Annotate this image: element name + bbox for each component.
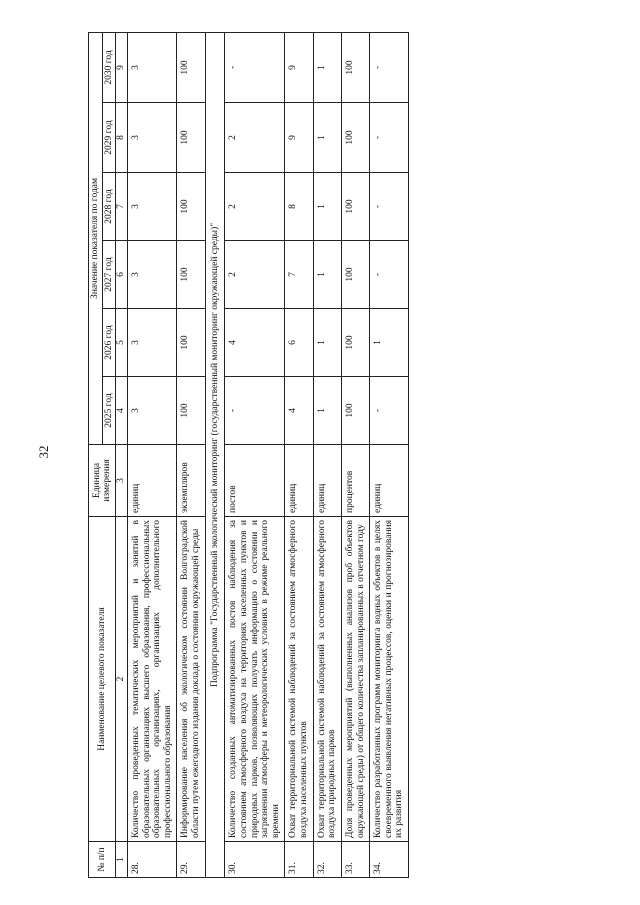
row-value: -: [225, 32, 285, 102]
column-number: 4: [116, 377, 128, 445]
table-row: [341, 32, 369, 877]
table-row: [370, 32, 409, 877]
row-value: -: [370, 241, 409, 309]
header-year: 2030 год: [102, 32, 116, 102]
column-number: 2: [116, 517, 128, 842]
header-year: 2028 год: [102, 173, 116, 241]
row-name: Доля проведенных мероприятий (выполненных анализов проб объектов окружающей среды) от общего количества запланированных в отчетном году: [341, 517, 369, 842]
row-value: -: [370, 173, 409, 241]
row-number: 30.: [225, 842, 285, 878]
row-value: 3: [127, 377, 177, 445]
row-number: 28.: [127, 842, 177, 878]
header-year: 2029 год: [102, 103, 116, 173]
indicator-table: [88, 32, 409, 878]
row-name: Охват территориальной системой наблюдений за состоянием атмосферного воздуха населенных пунктов: [285, 517, 313, 842]
row-value: 100: [341, 103, 369, 173]
row-value: 100: [177, 32, 205, 102]
row-value: 4: [225, 309, 285, 377]
header-name: Наименование целевого показателя: [89, 517, 116, 842]
row-value: 1: [313, 241, 341, 309]
row-unit: единиц: [370, 445, 409, 517]
row-value: 2: [225, 103, 285, 173]
row-unit: процентов: [341, 445, 369, 517]
row-value: 2: [225, 241, 285, 309]
row-value: 2: [225, 173, 285, 241]
row-value: 100: [177, 173, 205, 241]
row-value: -: [370, 377, 409, 445]
table-row: [177, 32, 205, 877]
row-value: 3: [127, 32, 177, 102]
header-year: 2026 год: [102, 309, 116, 377]
row-number: 29.: [177, 842, 205, 878]
row-value: 1: [313, 103, 341, 173]
row-value: 100: [341, 377, 369, 445]
row-value: 9: [285, 103, 313, 173]
row-unit: экземпляров: [177, 445, 205, 517]
column-number: 1: [116, 842, 128, 878]
row-value: 4: [285, 377, 313, 445]
row-value: 100: [341, 241, 369, 309]
row-unit: единиц: [127, 445, 177, 517]
row-value: 3: [127, 309, 177, 377]
column-number: 5: [116, 309, 128, 377]
row-unit: единиц: [285, 445, 313, 517]
header-year: 2025 год: [102, 377, 116, 445]
row-value: 1: [313, 309, 341, 377]
row-number: 33.: [341, 842, 369, 878]
row-value: -: [225, 377, 285, 445]
row-name: Информирование населения об экологическом состоянии Волгоградской области путем ежегодного издания доклада о состоянии окружающей среды: [177, 517, 205, 842]
row-value: 3: [127, 173, 177, 241]
row-name: Количество разработанных программ мониторинга водных объектов в целях своевременного выявления негативных процессов, оценки и прогнозирования их развития: [370, 517, 409, 842]
row-value: -: [370, 103, 409, 173]
column-number: 9: [116, 32, 128, 102]
row-value: 6: [285, 309, 313, 377]
header-year: 2027 год: [102, 241, 116, 309]
row-value: -: [370, 32, 409, 102]
row-value: 7: [285, 241, 313, 309]
row-value: 1: [370, 309, 409, 377]
header-num: № п/п: [89, 842, 116, 878]
row-value: 100: [177, 241, 205, 309]
column-number: 8: [116, 103, 128, 173]
row-value: 8: [285, 173, 313, 241]
row-unit: единиц: [313, 445, 341, 517]
row-value: 100: [177, 103, 205, 173]
header-unit: Единица измерения: [89, 445, 116, 517]
row-value: 100: [341, 309, 369, 377]
row-value: 1: [313, 173, 341, 241]
row-value: 100: [341, 173, 369, 241]
row-number: 34.: [370, 842, 409, 878]
subprogram-title: Подпрограмма "Государственный экологический мониторинг (государственный мониторинг окружающей среды)": [205, 32, 225, 877]
row-value: 9: [285, 32, 313, 102]
page-number: 32: [36, 445, 51, 459]
row-unit: постов: [225, 445, 285, 517]
indicator-table-sheet: [88, 33, 543, 878]
row-name: Количество созданных автоматизированных постов наблюдения за состоянием атмосферного воздуха на территориях населенных пунктов и природных парков, позволяющих получать информацию о состоянии и загрязнении атмосферы и метеорологических условиях в режиме реального времени: [225, 517, 285, 842]
row-number: 32.: [313, 842, 341, 878]
row-value: 3: [127, 103, 177, 173]
row-value: 1: [313, 377, 341, 445]
column-number: 6: [116, 241, 128, 309]
row-value: 100: [177, 309, 205, 377]
row-name: Охват территориальной системой наблюдений за состоянием атмосферного воздуха природных парков: [313, 517, 341, 842]
row-number: 31.: [285, 842, 313, 878]
row-name: Количество проведенных тематических мероприятий и занятий в образовательных организациях высшего образования, профессиональных образовательных организациях, организациях дополнительного профессионального образования: [127, 517, 177, 842]
row-value: 100: [341, 32, 369, 102]
table-row: [313, 32, 341, 877]
row-value: 1: [313, 32, 341, 102]
subprogram-row: [205, 32, 225, 877]
header-values: Значение показателя по годам: [89, 32, 103, 444]
column-number-row: [116, 32, 128, 877]
table-row: [285, 32, 313, 877]
row-value: 100: [177, 377, 205, 445]
column-number: 3: [116, 445, 128, 517]
row-value: 3: [127, 241, 177, 309]
table-row: [225, 32, 285, 877]
table-row: [127, 32, 177, 877]
column-number: 7: [116, 173, 128, 241]
